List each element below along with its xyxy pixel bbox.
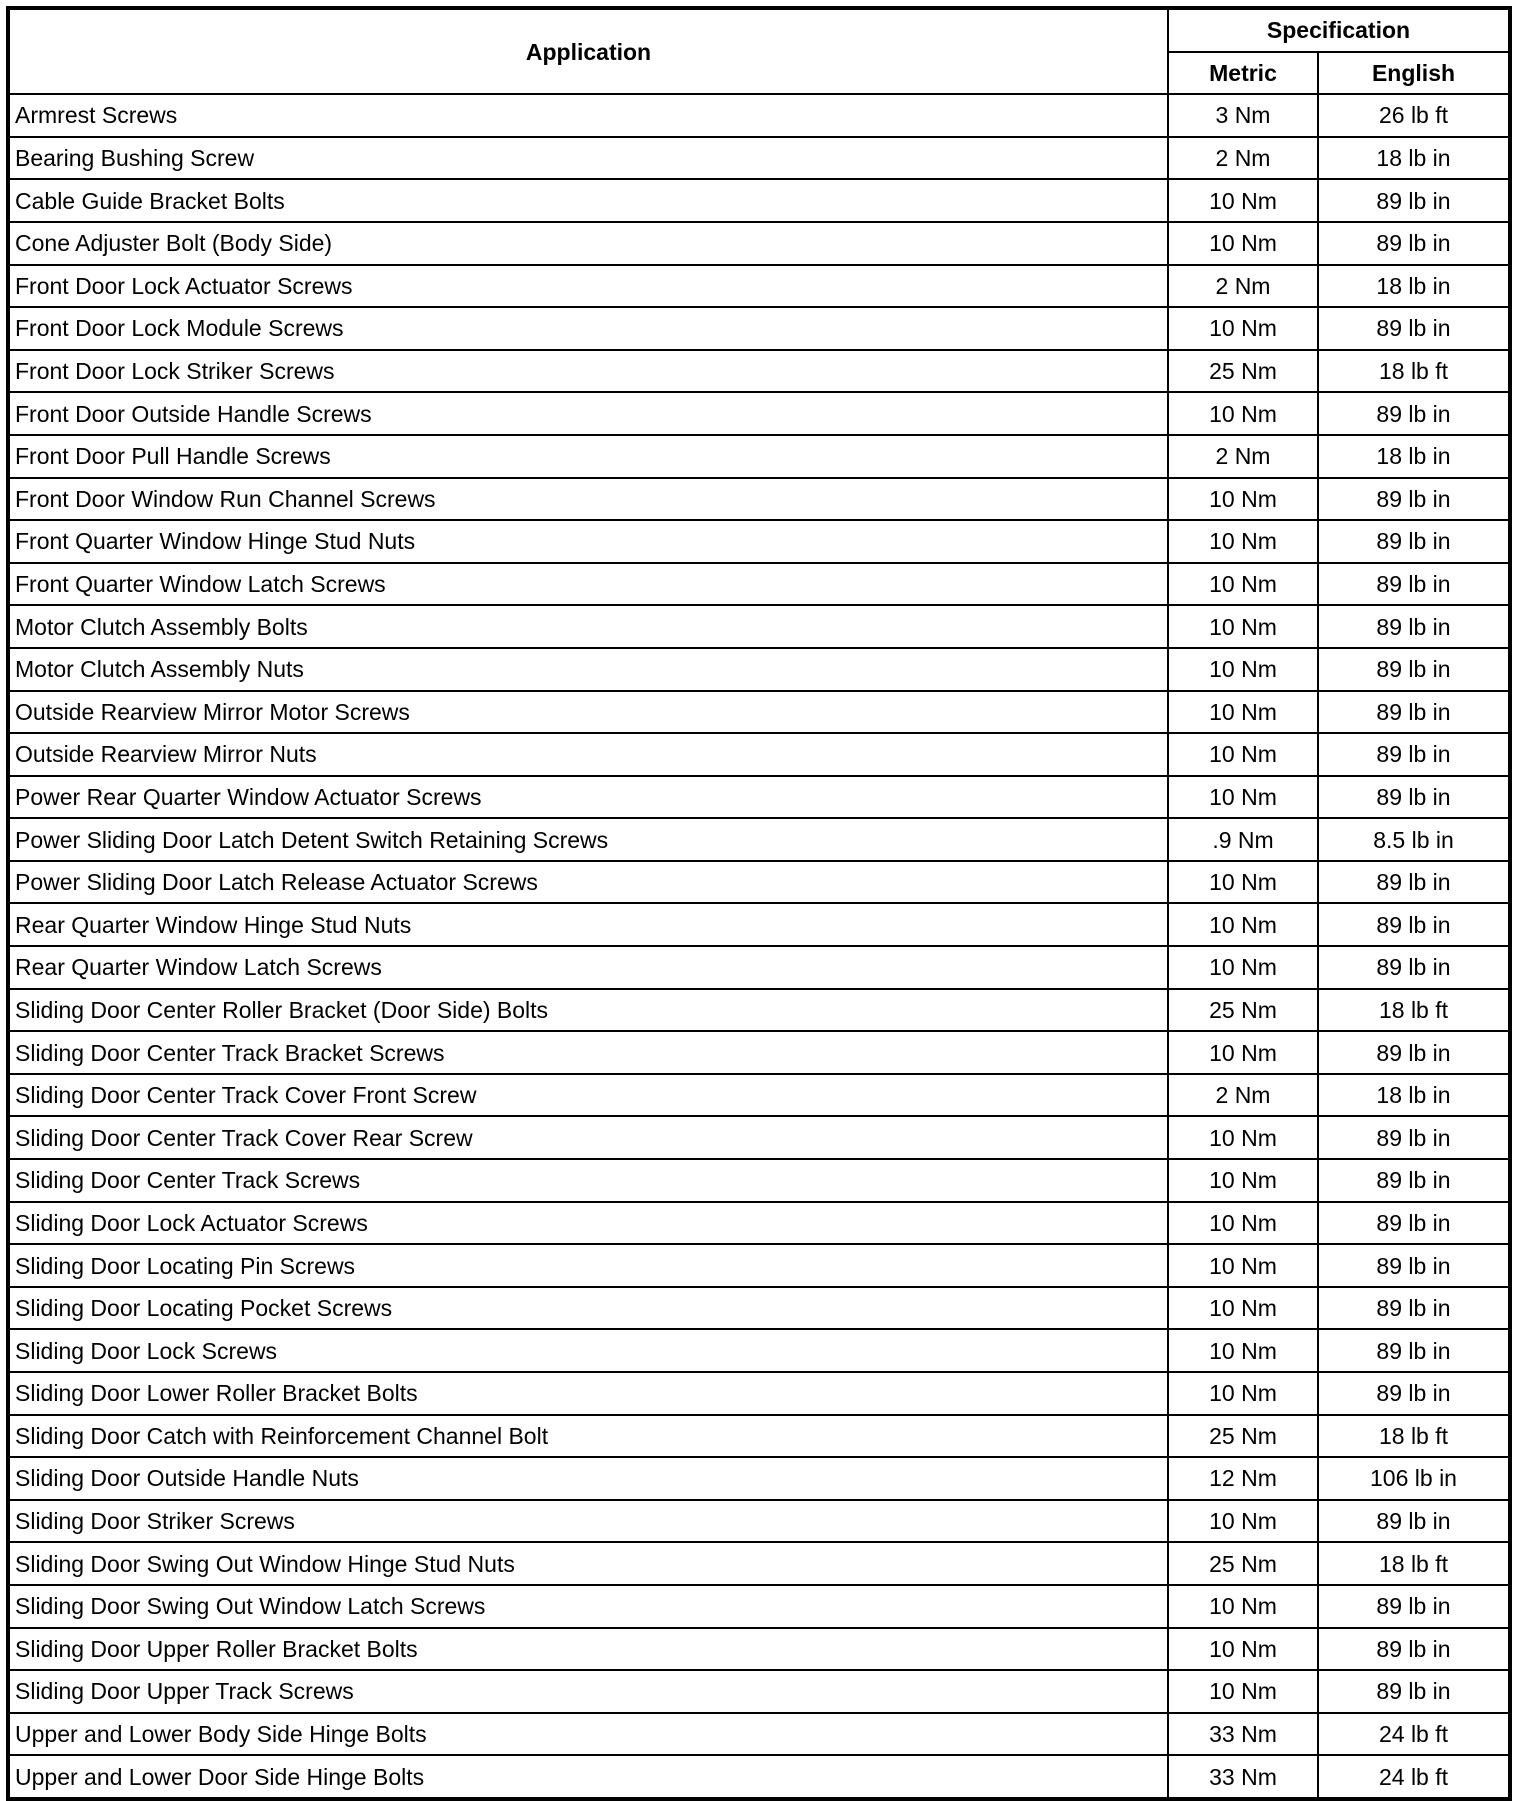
table-row xyxy=(8,1500,1510,1543)
table-row xyxy=(8,989,1510,1032)
english-cell: 89 lb in xyxy=(1318,1116,1510,1159)
english-cell: 89 lb in xyxy=(1318,307,1510,350)
application-cell: Outside Rearview Mirror Motor Screws xyxy=(8,691,1168,734)
table-row xyxy=(8,478,1510,521)
metric-cell: .9 Nm xyxy=(1168,818,1318,861)
english-cell: 18 lb in xyxy=(1318,265,1510,308)
table-row xyxy=(8,1457,1510,1500)
application-cell: Sliding Door Striker Screws xyxy=(8,1500,1168,1543)
table-row xyxy=(8,1074,1510,1117)
english-cell: 89 lb in xyxy=(1318,1372,1510,1415)
metric-cell: 10 Nm xyxy=(1168,1628,1318,1671)
metric-cell: 12 Nm xyxy=(1168,1457,1318,1500)
application-cell: Bearing Bushing Screw xyxy=(8,137,1168,180)
metric-cell: 10 Nm xyxy=(1168,1159,1318,1202)
metric-cell: 25 Nm xyxy=(1168,1542,1318,1585)
english-cell: 89 lb in xyxy=(1318,648,1510,691)
metric-cell: 10 Nm xyxy=(1168,392,1318,435)
english-cell: 18 lb in xyxy=(1318,435,1510,478)
english-cell: 26 lb ft xyxy=(1318,94,1510,137)
table-row xyxy=(8,1670,1510,1713)
english-cell: 89 lb in xyxy=(1318,179,1510,222)
metric-cell: 10 Nm xyxy=(1168,1031,1318,1074)
metric-cell: 33 Nm xyxy=(1168,1713,1318,1756)
metric-cell: 10 Nm xyxy=(1168,1287,1318,1330)
application-cell: Cone Adjuster Bolt (Body Side) xyxy=(8,222,1168,265)
metric-cell: 3 Nm xyxy=(1168,94,1318,137)
table-row xyxy=(8,1713,1510,1756)
application-cell: Sliding Door Center Track Bracket Screws xyxy=(8,1031,1168,1074)
table-row xyxy=(8,1287,1510,1330)
metric-cell: 10 Nm xyxy=(1168,1116,1318,1159)
application-cell: Sliding Door Center Track Cover Rear Screw xyxy=(8,1116,1168,1159)
english-cell: 18 lb ft xyxy=(1318,1415,1510,1458)
english-cell: 89 lb in xyxy=(1318,691,1510,734)
metric-cell: 10 Nm xyxy=(1168,1372,1318,1415)
application-cell: Rear Quarter Window Latch Screws xyxy=(8,946,1168,989)
english-cell: 89 lb in xyxy=(1318,1585,1510,1628)
application-cell: Motor Clutch Assembly Bolts xyxy=(8,605,1168,648)
application-cell: Front Quarter Window Hinge Stud Nuts xyxy=(8,520,1168,563)
application-cell: Sliding Door Center Track Screws xyxy=(8,1159,1168,1202)
english-cell: 24 lb ft xyxy=(1318,1713,1510,1756)
english-cell: 18 lb ft xyxy=(1318,989,1510,1032)
application-cell: Front Door Lock Striker Screws xyxy=(8,350,1168,393)
header-metric: Metric xyxy=(1168,52,1318,95)
application-cell: Motor Clutch Assembly Nuts xyxy=(8,648,1168,691)
table-row xyxy=(8,903,1510,946)
header-application: Application xyxy=(8,8,1168,94)
english-cell: 89 lb in xyxy=(1318,1287,1510,1330)
english-cell: 89 lb in xyxy=(1318,1031,1510,1074)
table-row xyxy=(8,1202,1510,1245)
table-row xyxy=(8,137,1510,180)
english-cell: 89 lb in xyxy=(1318,520,1510,563)
table-row xyxy=(8,1116,1510,1159)
metric-cell: 10 Nm xyxy=(1168,776,1318,819)
english-cell: 89 lb in xyxy=(1318,776,1510,819)
application-cell: Front Quarter Window Latch Screws xyxy=(8,563,1168,606)
application-cell: Sliding Door Swing Out Window Hinge Stud Nuts xyxy=(8,1542,1168,1585)
table-row xyxy=(8,1755,1510,1799)
table-row xyxy=(8,435,1510,478)
application-cell: Sliding Door Lower Roller Bracket Bolts xyxy=(8,1372,1168,1415)
application-cell: Sliding Door Center Track Cover Front Screw xyxy=(8,1074,1168,1117)
english-cell: 106 lb in xyxy=(1318,1457,1510,1500)
application-cell: Sliding Door Outside Handle Nuts xyxy=(8,1457,1168,1500)
table-row xyxy=(8,1159,1510,1202)
metric-cell: 10 Nm xyxy=(1168,222,1318,265)
application-cell: Sliding Door Upper Roller Bracket Bolts xyxy=(8,1628,1168,1671)
english-cell: 89 lb in xyxy=(1318,1628,1510,1671)
english-cell: 18 lb in xyxy=(1318,137,1510,180)
metric-cell: 10 Nm xyxy=(1168,520,1318,563)
english-cell: 24 lb ft xyxy=(1318,1755,1510,1799)
table-row xyxy=(8,648,1510,691)
metric-cell: 10 Nm xyxy=(1168,691,1318,734)
table-row xyxy=(8,733,1510,776)
table-row xyxy=(8,818,1510,861)
table-row xyxy=(8,350,1510,393)
application-cell: Sliding Door Locating Pin Screws xyxy=(8,1244,1168,1287)
application-cell: Sliding Door Lock Screws xyxy=(8,1329,1168,1372)
metric-cell: 10 Nm xyxy=(1168,1202,1318,1245)
metric-cell: 10 Nm xyxy=(1168,648,1318,691)
table-row xyxy=(8,563,1510,606)
table-row xyxy=(8,179,1510,222)
application-cell: Power Sliding Door Latch Release Actuator Screws xyxy=(8,861,1168,904)
english-cell: 89 lb in xyxy=(1318,605,1510,648)
english-cell: 18 lb ft xyxy=(1318,350,1510,393)
english-cell: 8.5 lb in xyxy=(1318,818,1510,861)
table-row xyxy=(8,691,1510,734)
table-row xyxy=(8,1628,1510,1671)
metric-cell: 10 Nm xyxy=(1168,478,1318,521)
metric-cell: 10 Nm xyxy=(1168,733,1318,776)
metric-cell: 25 Nm xyxy=(1168,989,1318,1032)
metric-cell: 25 Nm xyxy=(1168,350,1318,393)
table-row xyxy=(8,861,1510,904)
metric-cell: 10 Nm xyxy=(1168,1244,1318,1287)
table-row xyxy=(8,307,1510,350)
application-cell: Power Sliding Door Latch Detent Switch Retaining Screws xyxy=(8,818,1168,861)
english-cell: 89 lb in xyxy=(1318,1159,1510,1202)
table-row xyxy=(8,1542,1510,1585)
table-row xyxy=(8,1585,1510,1628)
english-cell: 89 lb in xyxy=(1318,478,1510,521)
english-cell: 89 lb in xyxy=(1318,1329,1510,1372)
english-cell: 89 lb in xyxy=(1318,733,1510,776)
table-row xyxy=(8,946,1510,989)
table-row xyxy=(8,520,1510,563)
application-cell: Sliding Door Lock Actuator Screws xyxy=(8,1202,1168,1245)
table-row xyxy=(8,776,1510,819)
english-cell: 18 lb in xyxy=(1318,1074,1510,1117)
table-row xyxy=(8,392,1510,435)
metric-cell: 10 Nm xyxy=(1168,946,1318,989)
metric-cell: 10 Nm xyxy=(1168,1500,1318,1543)
table-row xyxy=(8,1244,1510,1287)
application-cell: Sliding Door Center Roller Bracket (Door Side) Bolts xyxy=(8,989,1168,1032)
application-cell: Rear Quarter Window Hinge Stud Nuts xyxy=(8,903,1168,946)
metric-cell: 10 Nm xyxy=(1168,903,1318,946)
application-cell: Power Rear Quarter Window Actuator Screws xyxy=(8,776,1168,819)
english-cell: 89 lb in xyxy=(1318,1670,1510,1713)
metric-cell: 2 Nm xyxy=(1168,137,1318,180)
metric-cell: 10 Nm xyxy=(1168,1585,1318,1628)
metric-cell: 2 Nm xyxy=(1168,265,1318,308)
metric-cell: 10 Nm xyxy=(1168,563,1318,606)
application-cell: Armrest Screws xyxy=(8,94,1168,137)
metric-cell: 10 Nm xyxy=(1168,1670,1318,1713)
english-cell: 89 lb in xyxy=(1318,563,1510,606)
table-row xyxy=(8,1031,1510,1074)
application-cell: Upper and Lower Body Side Hinge Bolts xyxy=(8,1713,1168,1756)
application-cell: Front Door Lock Actuator Screws xyxy=(8,265,1168,308)
application-cell: Outside Rearview Mirror Nuts xyxy=(8,733,1168,776)
metric-cell: 33 Nm xyxy=(1168,1755,1318,1799)
table-row xyxy=(8,1329,1510,1372)
english-cell: 89 lb in xyxy=(1318,1244,1510,1287)
application-cell: Sliding Door Catch with Reinforcement Channel Bolt xyxy=(8,1415,1168,1458)
header-english: English xyxy=(1318,52,1510,95)
table-row xyxy=(8,1372,1510,1415)
application-cell: Front Door Lock Module Screws xyxy=(8,307,1168,350)
application-cell: Front Door Window Run Channel Screws xyxy=(8,478,1168,521)
application-cell: Front Door Outside Handle Screws xyxy=(8,392,1168,435)
application-cell: Sliding Door Upper Track Screws xyxy=(8,1670,1168,1713)
english-cell: 89 lb in xyxy=(1318,1202,1510,1245)
english-cell: 89 lb in xyxy=(1318,392,1510,435)
english-cell: 89 lb in xyxy=(1318,1500,1510,1543)
english-cell: 89 lb in xyxy=(1318,946,1510,989)
metric-cell: 10 Nm xyxy=(1168,179,1318,222)
application-cell: Front Door Pull Handle Screws xyxy=(8,435,1168,478)
metric-cell: 25 Nm xyxy=(1168,1415,1318,1458)
application-cell: Sliding Door Locating Pocket Screws xyxy=(8,1287,1168,1330)
application-cell: Sliding Door Swing Out Window Latch Screws xyxy=(8,1585,1168,1628)
application-cell: Cable Guide Bracket Bolts xyxy=(8,179,1168,222)
metric-cell: 10 Nm xyxy=(1168,307,1318,350)
metric-cell: 10 Nm xyxy=(1168,605,1318,648)
metric-cell: 2 Nm xyxy=(1168,435,1318,478)
english-cell: 89 lb in xyxy=(1318,903,1510,946)
table-row xyxy=(8,265,1510,308)
application-cell: Upper and Lower Door Side Hinge Bolts xyxy=(8,1755,1168,1799)
english-cell: 89 lb in xyxy=(1318,222,1510,265)
fastener-torque-table xyxy=(6,6,1512,1801)
metric-cell: 10 Nm xyxy=(1168,1329,1318,1372)
header-specification: Specification xyxy=(1168,8,1510,52)
table-row xyxy=(8,94,1510,137)
table-row xyxy=(8,222,1510,265)
metric-cell: 2 Nm xyxy=(1168,1074,1318,1117)
english-cell: 89 lb in xyxy=(1318,861,1510,904)
table-row xyxy=(8,1415,1510,1458)
metric-cell: 10 Nm xyxy=(1168,861,1318,904)
table-row xyxy=(8,605,1510,648)
english-cell: 18 lb ft xyxy=(1318,1542,1510,1585)
